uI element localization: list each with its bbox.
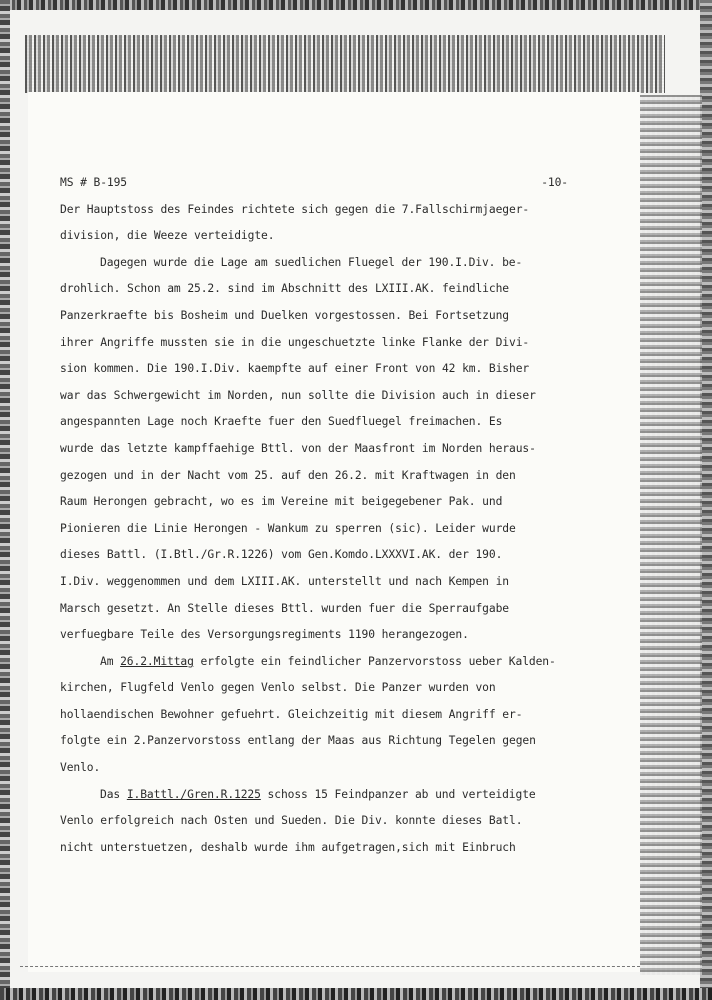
text-line: kirchen, Flugfeld Venlo gegen Venlo selbst. Die Panzer wurden von	[60, 681, 496, 695]
paragraph	[60, 250, 568, 649]
text-line: Panzerkraefte bis Bosheim und Duelken vorgestossen. Bei Fortsetzung	[60, 308, 509, 322]
scan-noise-top	[25, 35, 665, 93]
text-line: dieses Battl. (I.Btl./Gr.R.1226) vom Gen.Komdo.LXXXVI.AK. der 190.	[60, 548, 503, 562]
typewritten-text	[60, 170, 568, 861]
text-line: folgte ein 2.Panzervorstoss entlang der Maas aus Richtung Tegelen gegen	[60, 734, 536, 748]
text-line: Am 26.2.Mittag erfolgte ein feindlicher Panzervorstoss ueber Kalden-	[100, 654, 556, 668]
text-line: Raum Herongen gebracht, wo es im Vereine mit beigegebener Pak. und	[60, 495, 503, 509]
page-number: -10-	[541, 176, 568, 189]
scan-border-left	[0, 0, 10, 1000]
text-line: drohlich. Schon am 25.2. sind im Abschnitt des LXIII.AK. feindliche	[60, 282, 509, 296]
text-line: Marsch gesetzt. An Stelle dieses Bttl. wurden fuer die Sperraufgabe	[60, 601, 509, 615]
text-line: hollaendischen Bewohner gefuehrt. Gleichzeitig mit diesem Angriff er-	[60, 707, 523, 721]
text-line: angespannten Lage noch Kraefte fuer den Suedfluegel freimachen. Es	[60, 415, 503, 429]
text-line: nicht unterstuetzen, deshalb wurde ihm aufgetragen,sich mit Einbruch	[60, 840, 516, 854]
text-line: Pionieren die Linie Herongen - Wankum zu sperren (sic). Leider wurde	[60, 521, 516, 535]
text-line: verfuegbare Teile des Versorgungsregiments 1190 herangezogen.	[60, 628, 469, 642]
underlined-phrase: I.Battl./Gren.R.1225	[126, 787, 261, 801]
page-header	[60, 170, 568, 197]
paragraph	[60, 782, 568, 862]
text-line: Dagegen wurde die Lage am suedlichen Fluegel der 190.I.Div. be-	[100, 255, 523, 269]
scan-border-top	[0, 0, 712, 10]
text-line: I.Div. weggenommen und dem LXIII.AK. unterstellt und nach Kempen in	[60, 574, 509, 588]
scan-noise-right	[640, 95, 702, 975]
scan-border-bottom	[0, 988, 712, 1000]
scan-dashed-edge	[20, 966, 640, 968]
text-line: Venlo.	[60, 761, 101, 775]
paragraph	[60, 197, 568, 250]
text-line: division, die Weeze verteidigte.	[60, 229, 275, 243]
text-line: sion kommen. Die 190.I.Div. kaempfte auf einer Front von 42 km. Bisher	[60, 362, 530, 376]
document-reference: MS # B-195	[60, 176, 128, 189]
text-line: wurde das letzte kampffaehige Bttl. von der Maasfront im Norden heraus-	[60, 441, 536, 455]
text-line: ihrer Angriffe mussten sie in die ungeschuetzte linke Flanke der Divi-	[60, 335, 530, 349]
text-line: gezogen und in der Nacht vom 25. auf den 26.2. mit Kraftwagen in den	[60, 468, 516, 482]
text-line: Das I.Battl./Gren.R.1225 schoss 15 Feindpanzer ab und verteidigte	[100, 787, 536, 801]
text-line: Der Hauptstoss des Feindes richtete sich gegen die 7.Fallschirmjaeger-	[60, 202, 530, 216]
underlined-phrase: 26.2.Mittag	[120, 654, 194, 668]
text-line: Venlo erfolgreich nach Osten und Sueden. Die Div. konnte dieses Batl.	[60, 814, 523, 828]
paragraph	[60, 649, 568, 782]
text-line: war das Schwergewicht im Norden, nun sollte die Division auch in dieser	[60, 388, 536, 402]
